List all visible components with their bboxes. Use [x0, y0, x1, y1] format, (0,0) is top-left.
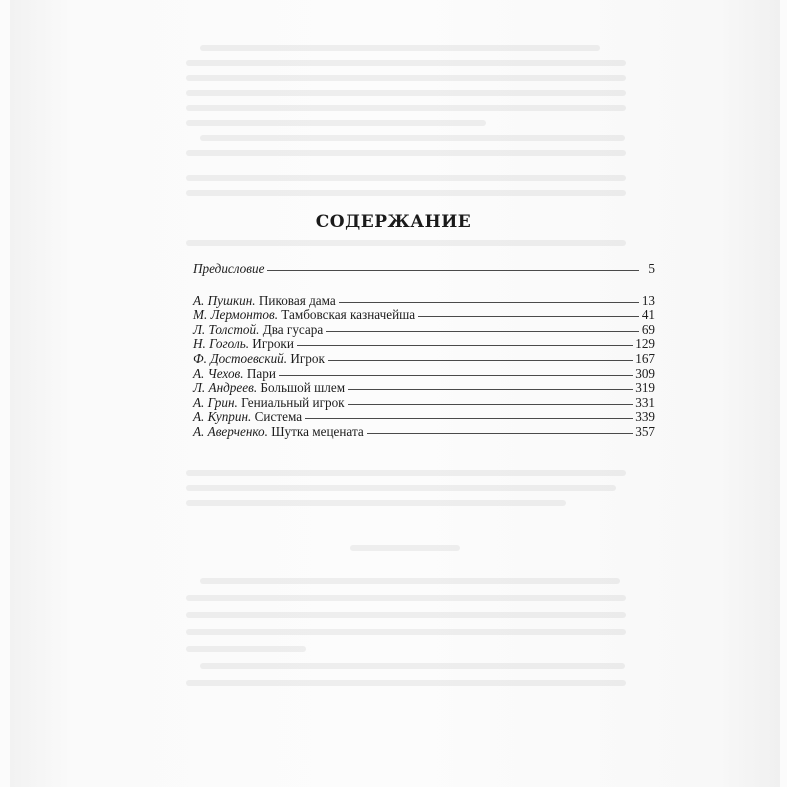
- author-name: А. Аверченко.: [193, 423, 268, 439]
- work-title: Система: [254, 409, 303, 425]
- page-number: 357: [635, 423, 655, 439]
- bleed-through-line: [186, 240, 626, 246]
- toc-entry-title: [193, 337, 295, 352]
- toc-entry: [193, 323, 655, 338]
- work-title: Игроки: [252, 336, 294, 352]
- toc-entry-title: [193, 352, 326, 367]
- work-title: Пиковая дама: [258, 292, 336, 308]
- page-number: 69: [641, 321, 655, 337]
- bleed-through-line: [186, 595, 626, 601]
- page-number: 331: [635, 394, 655, 410]
- toc-entry-title: [193, 323, 324, 338]
- author-name: А. Чехов.: [193, 365, 244, 381]
- author-name: М. Лермонтов.: [193, 307, 278, 323]
- bleed-through-line: [200, 663, 625, 669]
- bleed-through-line: [200, 578, 620, 584]
- toc-entry-title: [193, 425, 365, 440]
- author-name: Л. Толстой.: [193, 321, 260, 337]
- bleed-through-line: [186, 120, 486, 126]
- page-number: 129: [635, 336, 655, 352]
- work-title: Тамбовская казначейша: [281, 307, 416, 323]
- page-number: 13: [641, 292, 655, 308]
- work-title: Два гусара: [262, 321, 324, 337]
- bleed-through-line: [350, 545, 460, 551]
- bleed-through-line: [186, 500, 566, 506]
- work-title: Гениальный игрок: [241, 394, 345, 410]
- dot-leader: [367, 432, 633, 434]
- toc-entry: [193, 352, 655, 367]
- toc-entry: [193, 308, 655, 323]
- work-title: Игрок: [290, 350, 325, 366]
- page-number: 167: [635, 350, 655, 366]
- bleed-through-line: [186, 629, 626, 635]
- work-title: Пари: [246, 365, 276, 381]
- page-number: 41: [641, 307, 655, 323]
- toc-entry: [193, 367, 655, 382]
- toc-entry: [193, 337, 655, 352]
- toc-entry-title: [193, 308, 416, 323]
- bleed-through-line: [186, 612, 626, 618]
- table-of-contents: [193, 262, 655, 440]
- bleed-through-line: [186, 175, 626, 181]
- toc-entry-title: [193, 367, 277, 382]
- toc-entry: [193, 410, 655, 425]
- bleed-through-line: [186, 190, 626, 196]
- dot-leader: [328, 359, 633, 361]
- page-number: 319: [635, 380, 655, 396]
- bleed-through-line: [186, 60, 626, 66]
- bleed-through-line: [186, 470, 626, 476]
- author-name: А. Куприн.: [193, 409, 252, 425]
- page-number: 309: [635, 365, 655, 381]
- toc-entry-preface: [193, 262, 655, 277]
- page-title: СОДЕРЖАНИЕ: [315, 212, 472, 232]
- bleed-through-line: [186, 75, 626, 81]
- dot-leader: [279, 374, 633, 376]
- dot-leader: [348, 403, 634, 405]
- work-title: Большой шлем: [260, 380, 346, 396]
- dot-leader: [326, 330, 639, 332]
- toc-entry-title: [193, 262, 265, 277]
- toc-entry-title: [193, 381, 346, 396]
- toc-entry: [193, 425, 655, 440]
- author-name: А. Грин.: [193, 394, 238, 410]
- dot-leader: [339, 301, 639, 303]
- page-number: 339: [635, 409, 655, 425]
- bleed-through-line: [186, 680, 626, 686]
- author-name: Ф. Достоевский.: [193, 350, 288, 366]
- toc-entry-title: [193, 396, 346, 411]
- author-name: Н. Гоголь.: [193, 336, 249, 352]
- bleed-through-line: [186, 646, 306, 652]
- author-name: А. Пушкин.: [193, 292, 256, 308]
- toc-entry: [193, 294, 655, 309]
- bleed-through-line: [200, 135, 625, 141]
- bleed-through-line: [186, 105, 626, 111]
- toc-entry-title: [193, 294, 337, 309]
- page-number: 5: [648, 261, 655, 276]
- toc-entry: [193, 381, 655, 396]
- bleed-through-line: [186, 485, 616, 491]
- bleed-through-line: [200, 45, 600, 51]
- dot-leader: [297, 344, 633, 346]
- toc-entry: [193, 396, 655, 411]
- bleed-through-line: [186, 90, 626, 96]
- work-title: Шутка мецената: [271, 423, 364, 439]
- dot-leader: [267, 269, 639, 271]
- dot-leader: [348, 388, 633, 390]
- dot-leader: [305, 417, 633, 419]
- dot-leader: [418, 315, 639, 317]
- toc-entry-title: [193, 410, 303, 425]
- author-name: Л. Андреев.: [193, 380, 258, 396]
- preface-label: Предисловие: [193, 261, 265, 276]
- bleed-through-line: [186, 150, 626, 156]
